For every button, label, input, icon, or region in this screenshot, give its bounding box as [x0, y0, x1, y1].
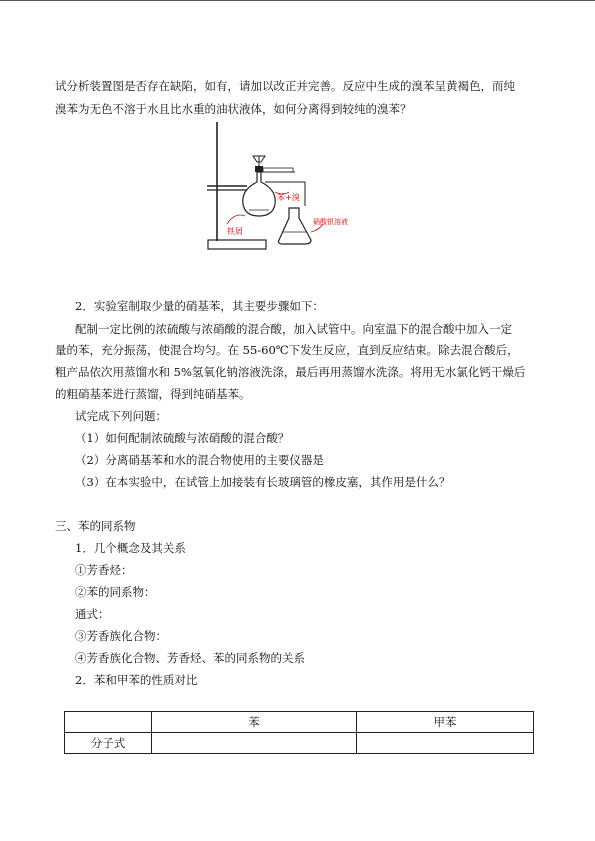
- concept-general-formula: 通式：: [75, 607, 110, 621]
- q1-line-1: 试分析装置图是否存在缺陷，如有，请加以改正并完善。反应中生成的溴苯呈黄褐色，而纯: [55, 79, 515, 93]
- page-top-border: [0, 0, 595, 1]
- section3-title: 三、苯的同系物: [55, 519, 136, 533]
- table-row-label-formula: 分子式: [65, 733, 152, 754]
- table-cell-toluene-formula: [357, 733, 534, 754]
- q2-item-2: （2）分离硝基苯和水的混合物使用的主要仪器是: [75, 453, 324, 467]
- table-cell-benzene-formula: [152, 733, 357, 754]
- concept-aromatic-hydrocarbon: ①芳香烃：: [75, 563, 133, 577]
- section3-sub2: 2．苯和甲苯的性质对比: [75, 673, 198, 687]
- label-silver-nitrate-solution: 硝酸银溶液: [313, 218, 348, 226]
- table-header-toluene: 甲苯: [357, 712, 534, 733]
- table-header-benzene: 苯: [152, 712, 357, 733]
- q2-prompt: 试完成下列问题：: [75, 409, 167, 423]
- q2-item-1: （1）如何配制浓硫酸与浓硝酸的混合酸？: [75, 431, 290, 445]
- section3-sub1: 1．几个概念及其关系: [75, 541, 186, 555]
- q2-para-line-4: 的粗硝基苯进行蒸馏，得到纯硝基苯。: [55, 387, 251, 401]
- label-iron-filings: 铁屑: [227, 227, 243, 236]
- q1-line-2: 溴苯为无色不溶于水且比水重的油状液体，如何分离得到较纯的溴苯？: [55, 102, 412, 116]
- concept-aromatic-compound: ③芳香族化合物：: [75, 629, 167, 643]
- q2-item-3: （3）在本实验中，在试管上加接装有长玻璃管的橡皮塞，其作用是什么？: [75, 475, 451, 489]
- benzene-toluene-comparison-table: [64, 711, 534, 754]
- q2-para-line-1: 配制一定比例的浓硫酸与浓硝酸的混合酸，加入试管中。向室温下的混合酸中加入一定: [75, 322, 512, 336]
- table-header-row: [65, 712, 534, 733]
- q2-para-line-3: 粗产品依次用蒸馏水和 5%氢氧化钠溶液洗涤，最后再用蒸馏水洗涤。将用无水氯化钙干燥后: [55, 365, 526, 379]
- bromobenzene-apparatus-figure: [205, 120, 365, 260]
- concept-relationship: ④芳香族化合物、芳香烃、苯的同系物的关系: [75, 651, 305, 665]
- q2-para-line-2: 量的苯，充分振荡，使混合均匀。在 55-60℃下发生反应，直到反应结束。除去混合酸后，: [55, 343, 519, 357]
- table-header-blank: [65, 712, 152, 733]
- table-row: [65, 733, 534, 754]
- label-benzene-bromine: 苯+溴: [277, 193, 300, 202]
- concept-benzene-homolog: ②苯的同系物：: [75, 585, 156, 599]
- q2-heading: 2．实验室制取少量的硝基苯，其主要步骤如下：: [75, 299, 324, 313]
